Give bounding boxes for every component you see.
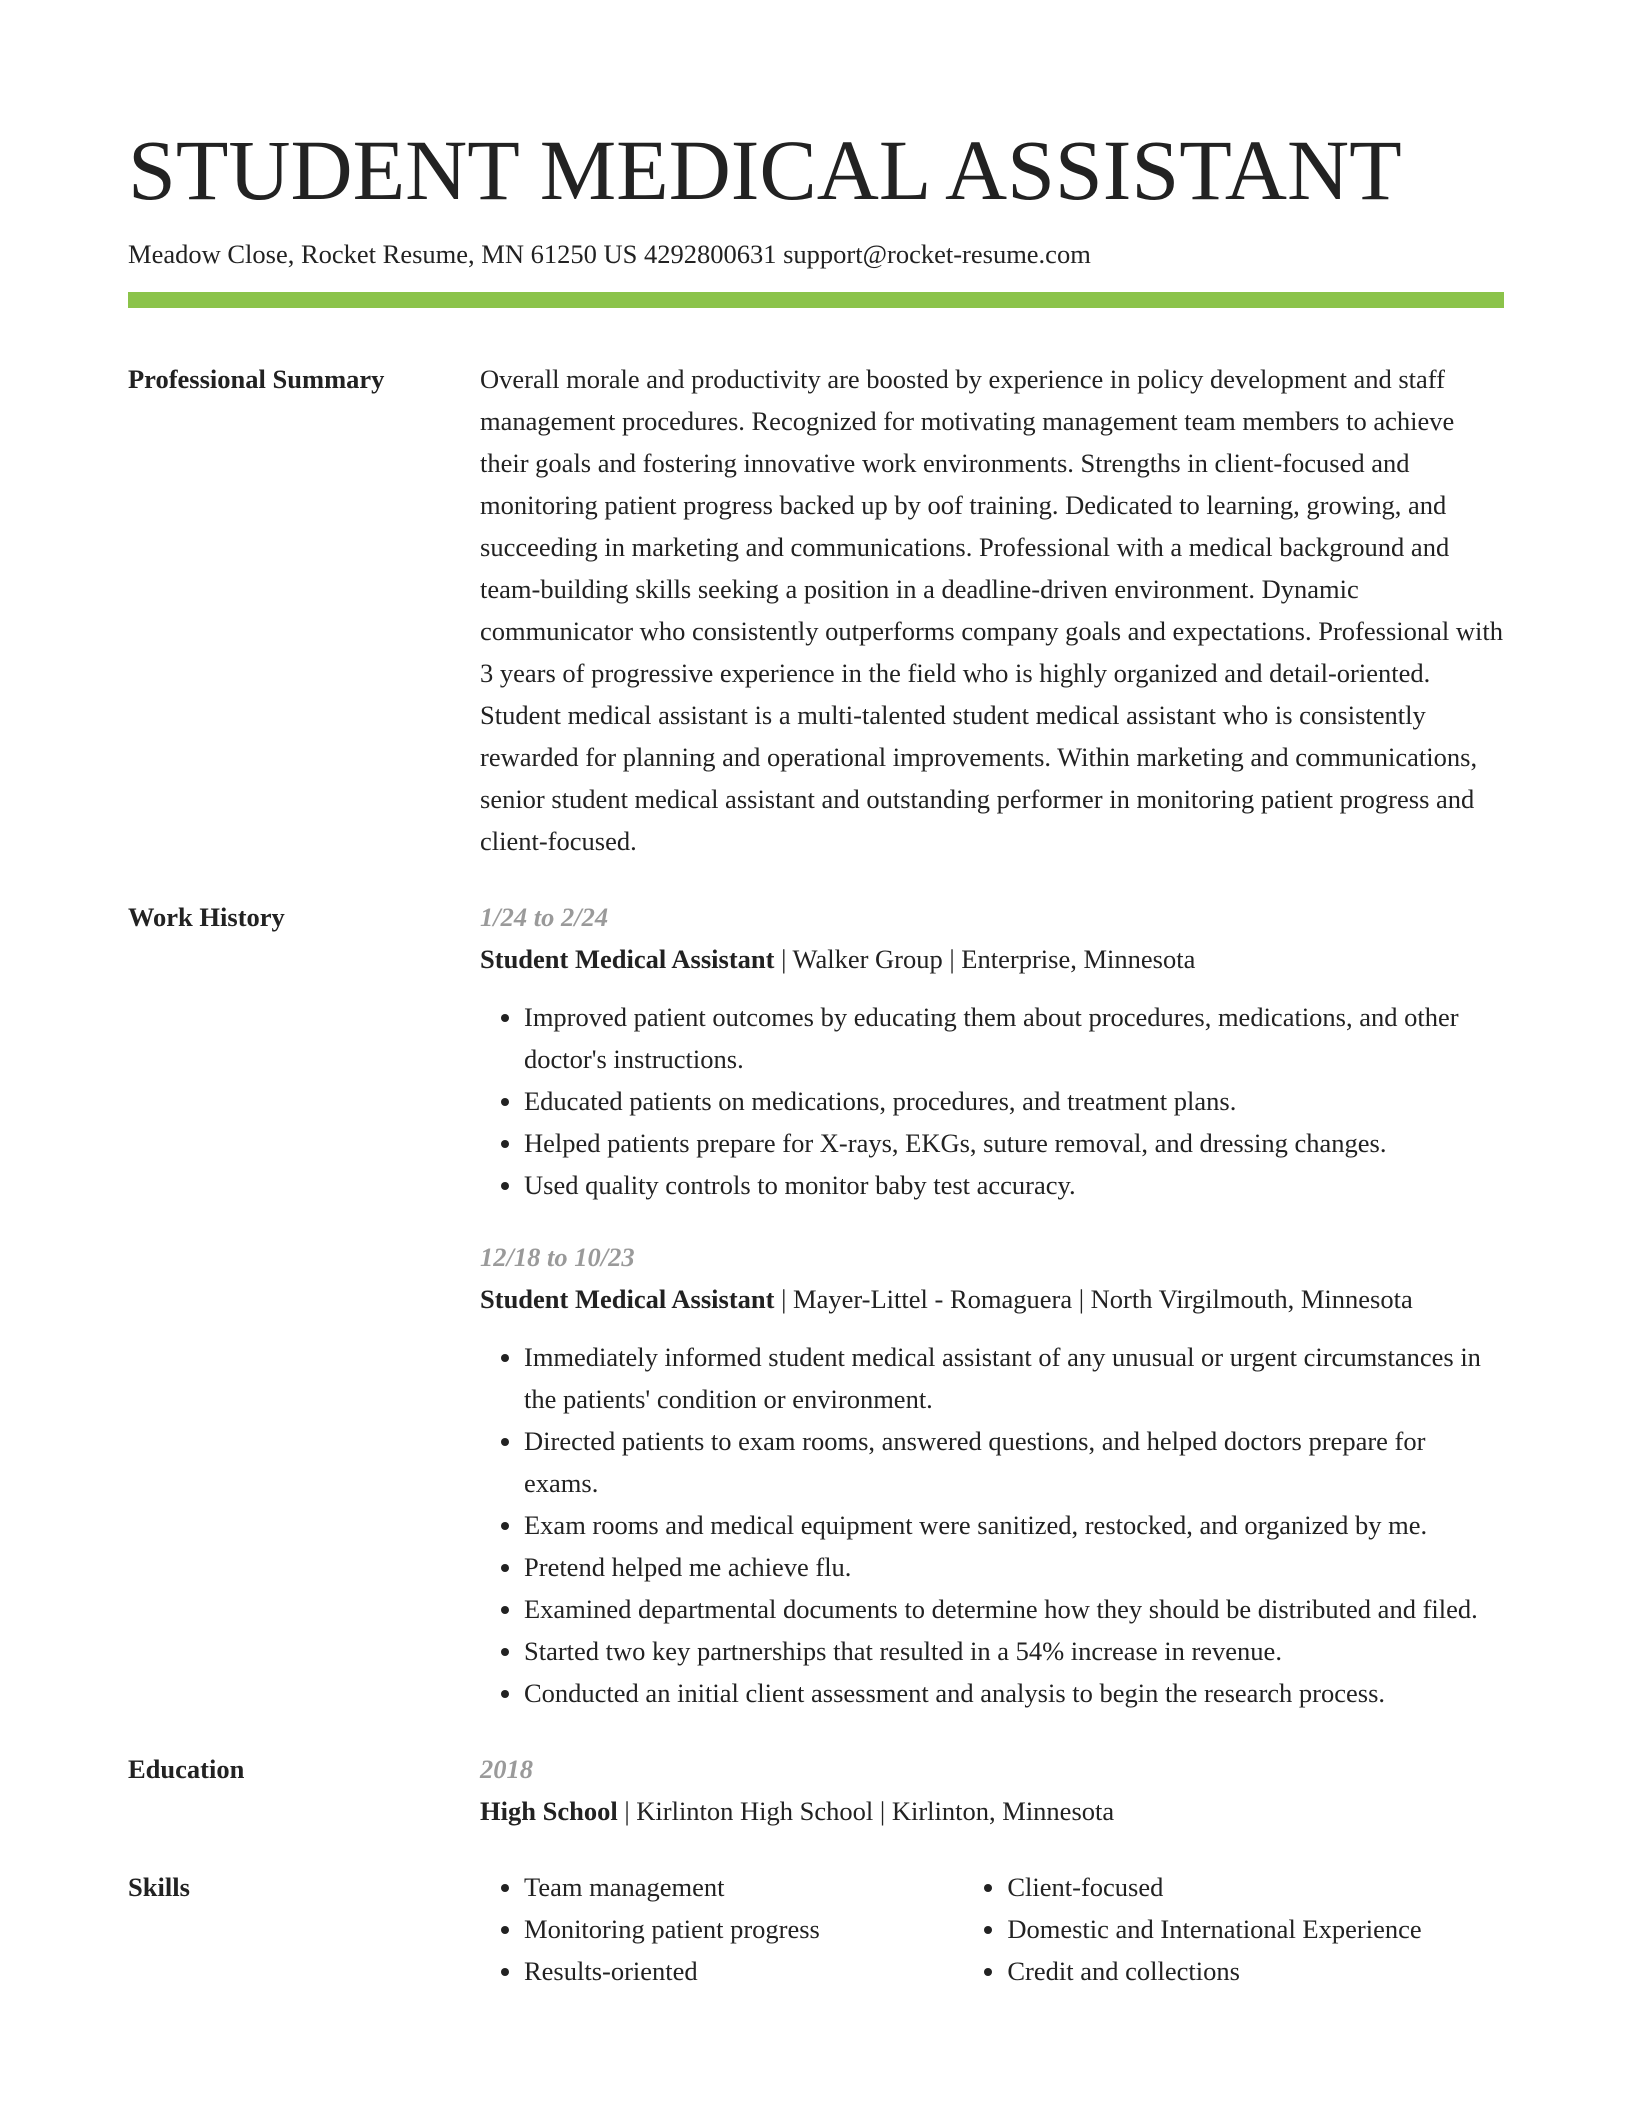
job-title: Student Medical Assistant xyxy=(480,1284,775,1314)
skill-item: • Domestic and International Experience xyxy=(1007,1908,1504,1950)
summary-section xyxy=(128,358,1504,862)
list-item: • Pretend helped me achieve flu. xyxy=(524,1546,1504,1588)
list-item: • Conducted an initial client assessment and analysis to begin the research process. xyxy=(524,1672,1504,1714)
list-item: • Immediately informed student medical assistant of any unusual or urgent circumstances in the patients' condition or environment. xyxy=(524,1336,1504,1420)
section-label: Skills xyxy=(128,1872,190,1902)
education-school: | Kirlinton High School | Kirlinton, Minnesota xyxy=(617,1796,1115,1826)
skills-section xyxy=(128,1866,1504,1992)
contact-line: Meadow Close, Rocket Resume, MN 61250 US 4292800631 support@rocket-resume.com xyxy=(128,239,1091,269)
job-dates: 1/24 to 2/24 xyxy=(480,902,609,932)
job-dates: 12/18 to 10/23 xyxy=(480,1242,635,1272)
list-item: • Directed patients to exam rooms, answered questions, and helped doctors prepare for exams. xyxy=(524,1420,1504,1504)
skills-column-left xyxy=(480,1866,963,1992)
job-bullets xyxy=(480,996,1504,1206)
list-item: • Improved patient outcomes by educating them about procedures, medications, and other doctor's instructions. xyxy=(524,996,1504,1080)
skill-item: • Client-focused xyxy=(1007,1866,1504,1908)
summary-text: Overall morale and productivity are boosted by experience in policy development and staff management procedures. Recognized for motivating management team members to achieve their goals and fostering innovative work environments. Strengths in client-focused and monitoring patient progress backed up by oof training. Dedicated to learning, growing, and succeeding in marketing and communications. Professional with a medical background and team-building skills seeking a position in a deadline-driven environment. Dynamic communicator who consistently outperforms company goals and expectations. Professional with 3 years of progressive experience in the field who is highly organized and detail-oriented. Student medical assistant is a multi-talented student medical assistant who is consistently rewarded for planning and operational improvements. Within marketing and communications, senior student medical assistant and outstanding performer in monitoring patient progress and client-focused. xyxy=(480,364,1503,856)
job-title: Student Medical Assistant xyxy=(480,944,775,974)
work-history-section xyxy=(128,896,1504,1714)
job-heading xyxy=(480,1278,1504,1320)
list-item: • Helped patients prepare for X-rays, EKGs, suture removal, and dressing changes. xyxy=(524,1122,1504,1164)
skill-item: • Credit and collections xyxy=(1007,1950,1504,1992)
section-label: Work History xyxy=(128,902,285,932)
job-employer: | Mayer-Littel - Romaguera | North Virgilmouth, Minnesota xyxy=(774,1284,1413,1314)
job-employer: | Walker Group | Enterprise, Minnesota xyxy=(774,944,1196,974)
list-item: • Examined departmental documents to determine how they should be distributed and filed. xyxy=(524,1588,1504,1630)
job-entry xyxy=(480,896,1504,1206)
skill-item: • Team management xyxy=(524,1866,963,1908)
education-heading xyxy=(480,1790,1504,1832)
skill-item: • Monitoring patient progress xyxy=(524,1908,963,1950)
section-label: Education xyxy=(128,1754,245,1784)
accent-divider xyxy=(128,292,1504,308)
job-heading xyxy=(480,938,1504,980)
list-item: • Educated patients on medications, procedures, and treatment plans. xyxy=(524,1080,1504,1122)
list-item: • Started two key partnerships that resulted in a 54% increase in revenue. xyxy=(524,1630,1504,1672)
education-degree: High School xyxy=(480,1796,618,1826)
job-bullets xyxy=(480,1336,1504,1714)
resume-page xyxy=(128,118,1504,1992)
skills-column-right xyxy=(963,1866,1504,1992)
list-item: • Used quality controls to monitor baby test accuracy. xyxy=(524,1164,1504,1206)
list-item: • Exam rooms and medical equipment were sanitized, restocked, and organized by me. xyxy=(524,1504,1504,1546)
education-section xyxy=(128,1748,1504,1832)
skills-grid xyxy=(480,1866,1504,1992)
job-entry xyxy=(480,1236,1504,1714)
candidate-name: STUDENT MEDICAL ASSISTANT xyxy=(128,122,1402,218)
section-label: Professional Summary xyxy=(128,364,385,394)
education-year: 2018 xyxy=(480,1754,533,1784)
skill-item: • Results-oriented xyxy=(524,1950,963,1992)
